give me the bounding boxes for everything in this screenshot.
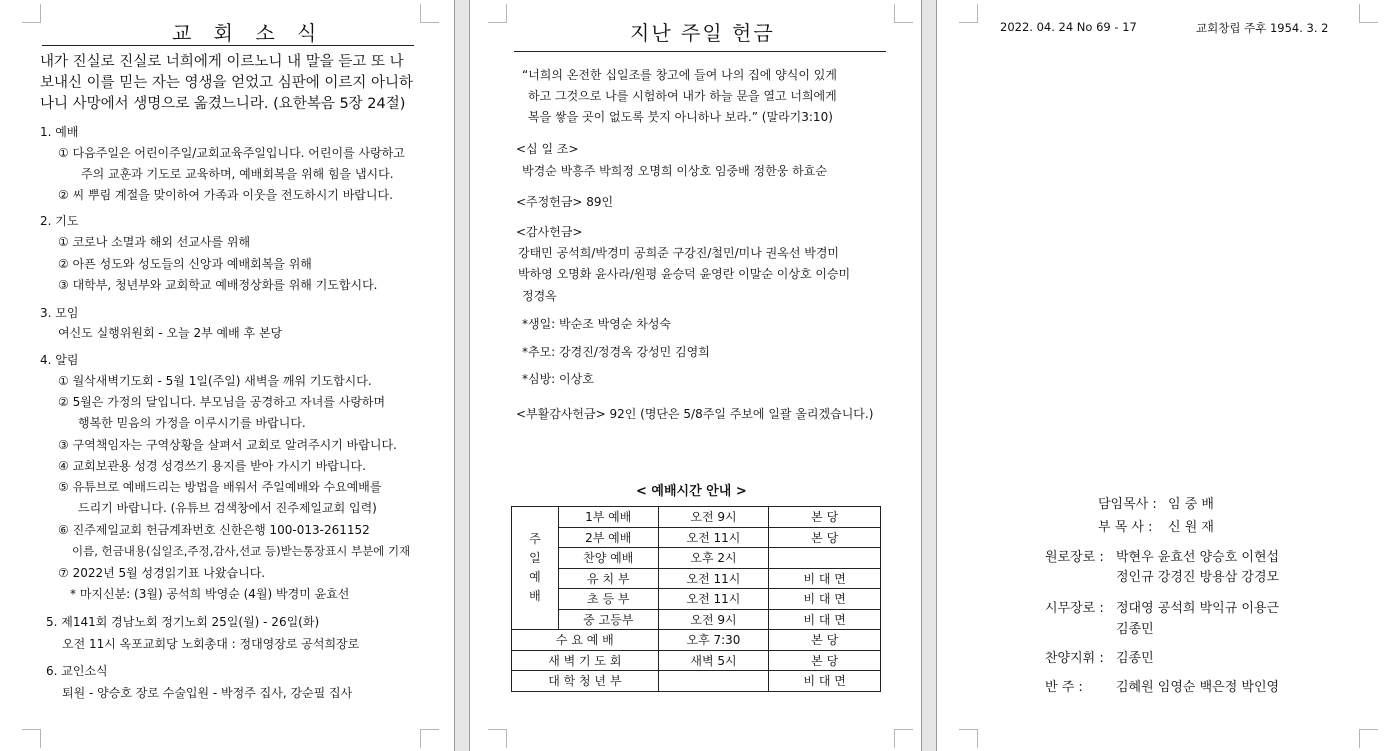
service-place [769,548,881,569]
quote-line: 하고 그것으로 나를 시험하여 내가 하늘 문을 열고 너희에게 [528,89,837,103]
crop-mark [959,4,978,23]
news-item: ② 5월은 가정의 달입니다. 부모님을 공경하고 자녀를 사랑하며 [58,395,386,409]
table-row [512,507,881,528]
offering-names: 박경순 박흥주 박희정 오명희 이상호 임중배 정한웅 하효순 [522,164,827,178]
service-table-title: < 예배시간 안내 > [636,484,747,499]
crop-mark [22,729,41,748]
offering-heading: <십 일 조> [516,142,579,156]
offering-names: *추모: 강경진/정경옥 강성민 김영희 [522,345,710,359]
page-staff [937,0,1390,751]
quote-line: 복을 쌓을 곳이 없도록 붓지 아니하나 보라.” (말라기3:10) [528,110,833,124]
service-place: 비 대 면 [769,671,881,692]
service-time-table [511,506,881,692]
section-heading: 1. 예배 [40,125,79,139]
title-rule [42,45,414,46]
news-item: ④ 교회보관용 성경 성경쓰기 용지를 받아 가시기 바랍니다. [58,459,366,473]
service-place: 본 당 [769,650,881,671]
service-name: 찬양 예배 [558,548,658,569]
table-row [512,589,881,610]
service-place: 본 당 [769,527,881,548]
table-row [512,609,881,630]
page-offering [470,0,937,751]
news-item: 행복한 믿음의 가정을 이루시기를 바랍니다. [78,416,306,430]
page-church-news [0,0,454,751]
table-row [512,527,881,548]
section-heading: 3. 모임 [40,306,79,320]
news-item: ③ 구역책임자는 구역상황을 살펴서 교회로 알려주시기 바랍니다. [58,438,397,452]
table-row [512,630,881,651]
staff-names: 박현우 윤효선 양승호 이현섭 [1116,550,1280,565]
service-name: 새 벽 기 도 회 [512,650,659,671]
service-time: 오후 7:30 [658,630,769,651]
page-separator [454,0,470,751]
service-name: 중 고등부 [558,609,658,630]
service-time: 오전 9시 [658,609,769,630]
service-place: 비 대 면 [769,568,881,589]
crop-mark [894,729,913,748]
offering-heading: <주정헌금> 89인 [516,195,614,209]
sunday-service-group: 주 일 예 배 [512,507,559,630]
church-founded: 교회창립 주후 1954. 3. 2 [1196,21,1329,35]
service-time: 오전 9시 [658,507,769,528]
news-item: ① 코로나 소멸과 해외 선교사를 위해 [58,235,251,249]
verse-line: 나니 사망에서 생명으로 옮겼느니라. (요한복음 5장 24절) [40,96,406,112]
section-heading: 4. 알림 [40,353,79,367]
news-item: 드리기 바랍니다. (유튜브 검색창에서 진주제일교회 입력) [78,501,377,515]
service-place: 비 대 면 [769,609,881,630]
news-item: ⑤ 유튜브로 예배드리는 방법을 배워서 주일예배와 수요예배를 [58,480,382,494]
offering-names: *심방: 이상호 [522,372,594,386]
page-title: 지난 주일 헌금 [630,21,775,45]
staff-names: 정대영 공석희 박익규 이용근 [1116,601,1280,616]
table-row [512,548,881,569]
page-separator [921,0,937,751]
service-place: 본 당 [769,630,881,651]
offering-heading: <감사헌금> [516,225,583,239]
service-time: 오전 11시 [658,527,769,548]
crop-mark [959,729,978,748]
crop-mark [1359,4,1378,23]
staff-label: 원로장로 : [1045,550,1104,565]
section-heading: 2. 기도 [40,214,79,228]
news-item: * 마지신분: (3월) 공석희 박영순 (4월) 박경미 윤효선 [70,587,350,601]
news-item: ⑦ 2022년 5월 성경읽기표 나왔습니다. [58,566,266,580]
news-item: ⑥ 진주제일교회 헌금계좌번호 신한은행 100-013-261152 [58,523,370,537]
news-item: ③ 대학부, 청년부와 교회학교 예배정상화를 위해 기도합시다. [58,278,378,292]
service-name: 유 치 부 [558,568,658,589]
news-item: 오전 11시 옥포교회당 노회총대 : 정대영장로 공석희장로 [62,637,360,651]
service-time: 오전 11시 [658,568,769,589]
verse-line: 보내신 이를 믿는 자는 영생을 얻었고 심판에 이르지 아니하 [40,75,414,91]
staff-names: 김혜원 임영순 백은정 박인영 [1116,680,1280,695]
news-item: 퇴원 - 양승호 장로 수술입원 - 박정주 집사, 강순필 집사 [62,686,353,700]
news-item: ① 다음주일은 어린이주일/교회교육주일입니다. 어린이를 사랑하고 [58,146,405,160]
news-item: 여신도 실행위원회 - 오늘 2부 예배 후 본당 [58,326,283,340]
offering-heading: <부활감사헌금> 92인 (명단은 5/8주일 주보에 일괄 올리겠습니다.) [516,407,874,421]
news-item: ② 씨 뿌림 계절을 맞이하여 가족과 이웃을 전도하시기 바랍니다. [58,188,393,202]
table-row [512,650,881,671]
table-row [512,671,881,692]
verse-line: 내가 진실로 진실로 너희에게 이르노니 내 말을 듣고 또 나 [40,54,404,70]
issue-date-number: 2022. 04. 24 No 69 - 17 [1000,20,1137,34]
staff-label: 반 주 : [1045,680,1083,695]
offering-names: 강태민 공석희/박경미 공희준 구강진/철민/미나 권옥선 박경미 [518,246,840,260]
news-item: ① 월삭새벽기도회 - 5월 1일(주일) 새벽을 깨워 기도합시다. [58,374,372,388]
staff-names: 정인규 강경진 방용삼 강경모 [1116,570,1280,585]
news-item: 주의 교훈과 기도로 교육하며, 예배회복을 위해 힘을 냅시다. [81,167,394,181]
staff-label: 부 목 사 : [1098,520,1153,535]
service-name: 대 학 청 년 부 [512,671,659,692]
news-item: 이름, 헌금내용(십일조,주정,감사,선교 등)받는통장표시 부분에 기재 [72,544,411,558]
staff-names: 김종민 [1116,622,1154,637]
staff-names: 신 원 재 [1168,520,1214,535]
service-place: 비 대 면 [769,589,881,610]
service-name: 2부 예배 [558,527,658,548]
news-item: ② 아픈 성도와 성도들의 신앙과 예배회복을 위해 [58,257,312,271]
crop-mark [1359,729,1378,748]
service-time: 새벽 5시 [658,650,769,671]
section-heading: 5. 제141회 경남노회 정기노회 25일(월) - 26일(화) [46,615,320,629]
crop-mark [22,4,41,23]
staff-label: 담임목사 : [1098,497,1157,512]
service-name: 1부 예배 [558,507,658,528]
offering-names: 정경옥 [522,289,557,303]
section-heading: 6. 교인소식 [46,664,108,678]
quote-line: “너희의 온전한 십일조를 창고에 들여 나의 집에 양식이 있게 [522,68,837,82]
crop-mark [420,4,439,23]
staff-names: 김종민 [1116,651,1154,666]
crop-mark [488,729,507,748]
service-time: 오후 2시 [658,548,769,569]
service-time [658,671,769,692]
offering-names: 박하영 오명화 윤사라/원평 윤승덕 윤영란 이말순 이상호 이승미 [518,267,851,281]
service-name: 초 등 부 [558,589,658,610]
table-row [512,568,881,589]
bible-verse [40,52,413,115]
staff-names: 임 중 배 [1168,497,1214,512]
page-title: 교 회 소 식 [172,21,325,45]
service-time: 오전 11시 [658,589,769,610]
crop-mark [894,4,913,23]
staff-label: 찬양지휘 : [1045,651,1104,666]
staff-label: 시무장로 : [1045,601,1104,616]
title-rule [514,51,886,52]
crop-mark [488,4,507,23]
crop-mark [420,729,439,748]
offering-names: *생일: 박순조 박영순 차성숙 [522,317,671,331]
service-place: 본 당 [769,507,881,528]
service-name: 수 요 예 배 [512,630,659,651]
